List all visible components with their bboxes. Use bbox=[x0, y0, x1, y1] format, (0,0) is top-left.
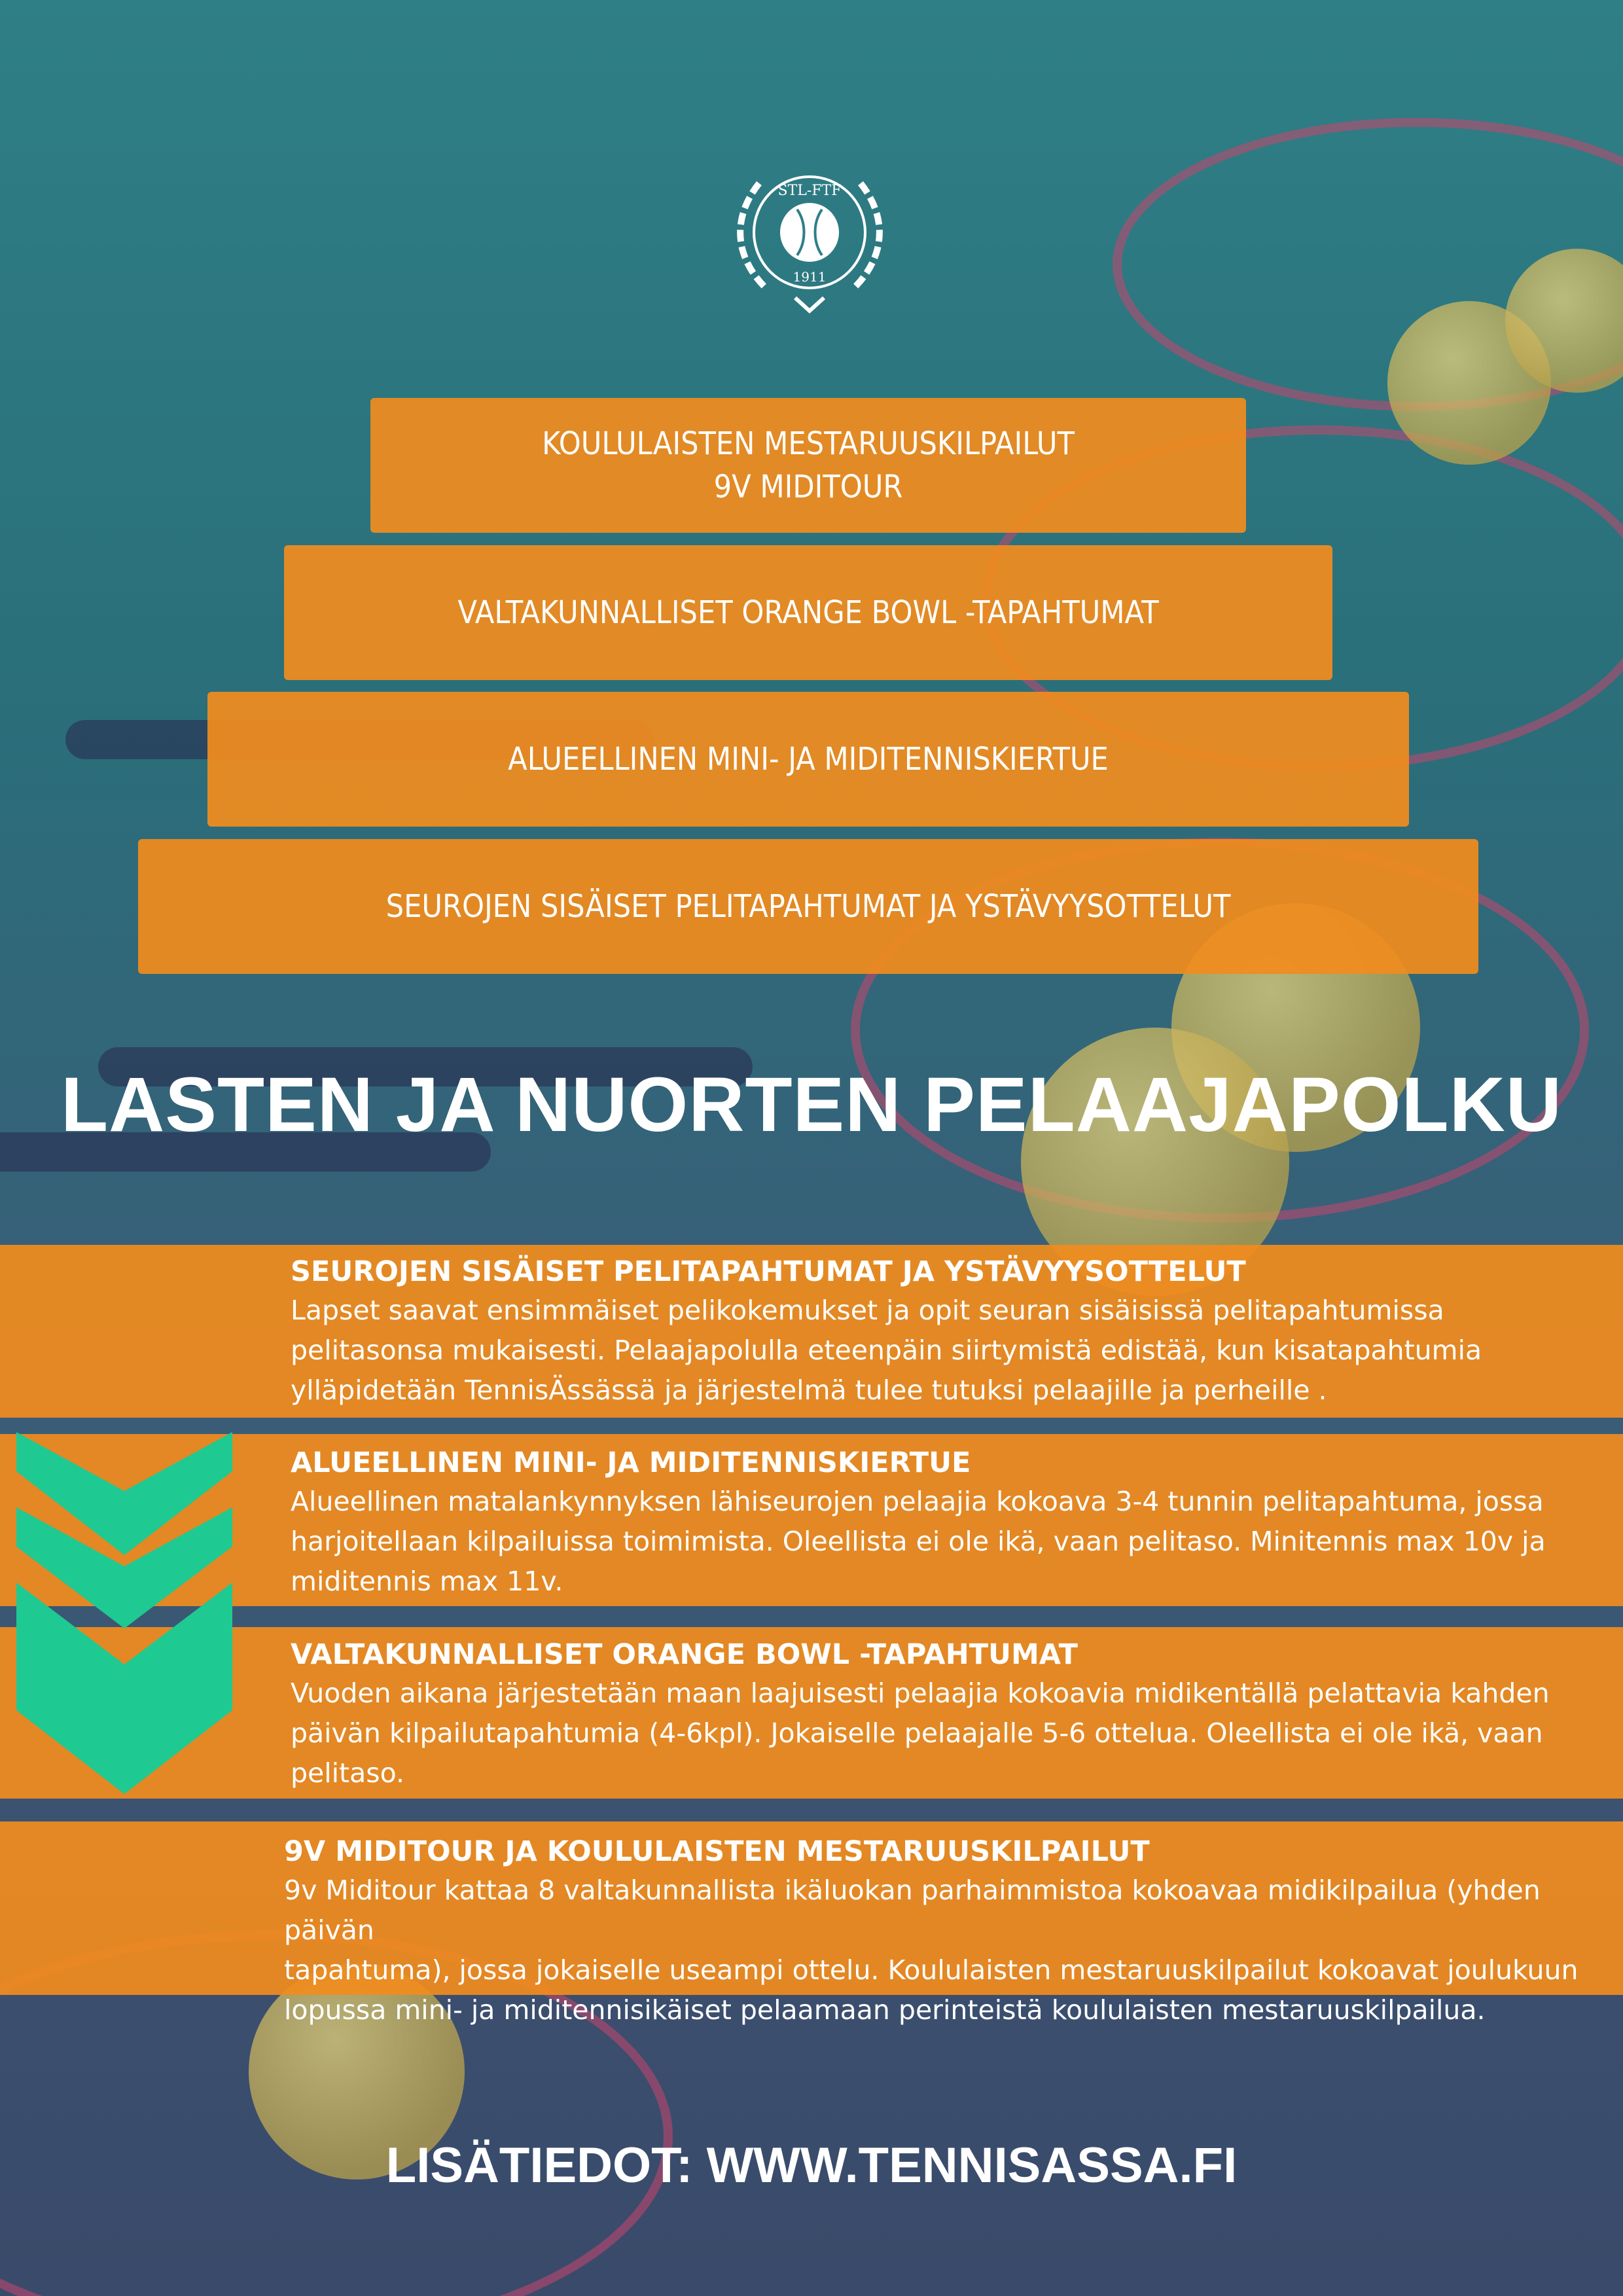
footer-link[interactable]: LISÄTIEDOT: WWW.TENNISASSA.FI bbox=[385, 2138, 1238, 2193]
page-title: LASTEN JA NUORTEN PELAAJAPOLKU bbox=[60, 1062, 1562, 1148]
band-line: harjoitellaan kilpailuissa toimimista. Oleellista ei ole ikä, vaan pelitaso. Minitennis max 10v ja bbox=[291, 1526, 1546, 1557]
tier-line: ALUEELLINEN MINI- JA MIDITENNISKIERTUE bbox=[508, 741, 1109, 778]
tier-line: VALTAKUNNALLISET ORANGE BOWL -TAPAHTUMAT bbox=[457, 594, 1159, 631]
band-line: päivän kilpailutapahtumia (4-6kpl). Jokaiselle pelaajalle 5-6 ottelua. Oleellista ei ole ikä, vaan bbox=[291, 1717, 1543, 1749]
tier-line: SEUROJEN SISÄISET PELITAPAHTUMAT JA YSTÄVYYSOTTELUT bbox=[385, 888, 1231, 925]
info-band-2 bbox=[0, 1434, 1623, 1606]
svg-text:1911: 1911 bbox=[793, 269, 827, 285]
band-line: Vuoden aikana järjestetään maan laajuisesti pelaajia kokoavia midikentällä pelattavia kahden bbox=[291, 1677, 1550, 1709]
pyramid-tier-base bbox=[138, 839, 1478, 974]
svg-text:STL-FTF: STL-FTF bbox=[777, 183, 842, 199]
info-band-1 bbox=[0, 1245, 1623, 1418]
club-logo bbox=[720, 144, 900, 324]
band-line: ylläpidetään TennisÄssässä ja järjestelmä tulee tutuksi pelaajille ja perheille . bbox=[291, 1374, 1327, 1406]
band-title: 9V MIDITOUR JA KOULULAISTEN MESTARUUSKILPAILUT bbox=[284, 1835, 1150, 1868]
band-line: Lapset saavat ensimmäiset pelikokemukset ja opit seuran sisäisissä pelitapahtumissa bbox=[291, 1295, 1444, 1326]
band-line: 9v Miditour kattaa 8 valtakunnallista ikäluokan parhaimmistoa kokoavaa midikilpailua (yhden päivän bbox=[284, 1874, 1541, 1946]
band-title: ALUEELLINEN MINI- JA MIDITENNISKIERTUE bbox=[291, 1446, 971, 1479]
pyramid-tier-2 bbox=[284, 545, 1332, 680]
tier-line: 9V MIDITOUR bbox=[713, 469, 903, 505]
progress-arrow-icon bbox=[16, 1432, 232, 1799]
info-band-3 bbox=[0, 1627, 1623, 1799]
pyramid-tier-top bbox=[370, 398, 1246, 533]
band-line: miditennis max 11v. bbox=[291, 1566, 563, 1597]
band-title: VALTAKUNNALLISET ORANGE BOWL -TAPAHTUMAT bbox=[291, 1638, 1079, 1671]
band-line: tapahtuma), jossa jokaiselle useampi ottelu. Koululaisten mestaruuskilpailut kokoavat joulukuun bbox=[284, 1954, 1578, 1986]
info-band-4 bbox=[0, 1821, 1623, 2026]
band-line: Alueellinen matalankynnyksen lähiseurojen pelaajia kokoava 3-4 tunnin pelitapahtuma, jossa bbox=[291, 1486, 1544, 1517]
band-title: SEUROJEN SISÄISET PELITAPAHTUMAT JA YSTÄVYYSOTTELUT bbox=[291, 1255, 1246, 1288]
band-line: pelitasonsa mukaisesti. Pelaajapolulla eteenpäin siirtymistä edistää, kun kisatapahtumia bbox=[291, 1335, 1482, 1366]
band-line: pelitaso. bbox=[291, 1757, 404, 1789]
tier-line: KOULULAISTEN MESTARUUSKILPAILUT bbox=[542, 425, 1075, 462]
band-line: lopussa mini- ja miditennisikäiset pelaamaan perinteistä koululaisten mestaruuskilpailua. bbox=[284, 1994, 1486, 2026]
pyramid-tier-3 bbox=[207, 692, 1409, 827]
